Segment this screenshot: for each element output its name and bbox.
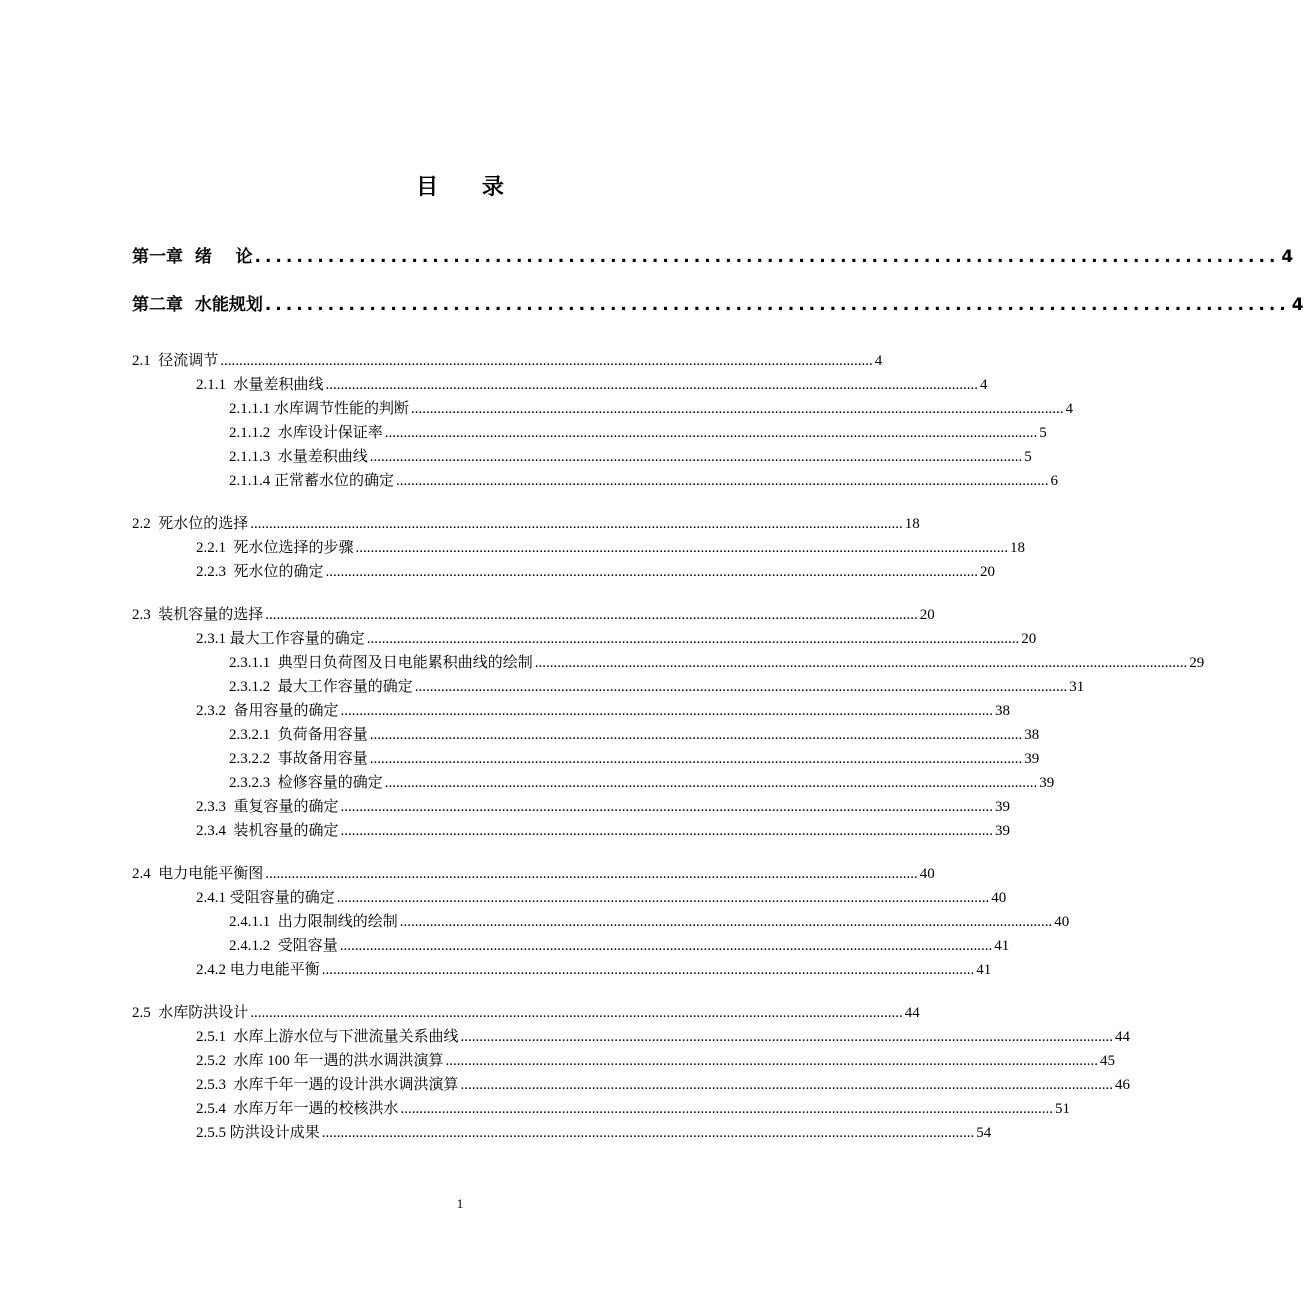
- toc-entry[interactable]: [196, 629, 1037, 649]
- toc-entry-page: 41: [994, 938, 1010, 954]
- toc-leader-dots: ..............................................................................................................................................................................: [265, 607, 918, 623]
- toc-entry-page: 39: [1024, 751, 1040, 767]
- toc-entry[interactable]: [229, 423, 1047, 443]
- toc-entry-page: 40: [919, 866, 935, 882]
- toc-leader-dots: ..............................................................................................................................................................................: [250, 516, 903, 532]
- toc-entry-label: 2.3.2 备用容量的确定: [196, 703, 339, 719]
- toc-leader-dots: ..............................................................................................................................................................................: [460, 1077, 1114, 1093]
- toc-chapter[interactable]: [132, 245, 1294, 269]
- toc-entry-label: 2.3 装机容量的选择: [132, 607, 264, 623]
- toc-leader-dots: ..............................................................................................................................................................................: [460, 1029, 1114, 1045]
- toc-entry-page: 51: [1055, 1101, 1071, 1117]
- toc-entry-label: 2.3.1.2 最大工作容量的确定: [229, 679, 413, 695]
- toc-entry-label: 2.4.1.2 受阻容量: [229, 938, 338, 954]
- toc-leader-dots: ..............................................................................................................................................................................: [340, 703, 994, 719]
- toc-leader-dots: ..............................................................................................................................................................................: [399, 914, 1053, 930]
- toc-entry-page: 39: [995, 823, 1011, 839]
- toc-leader-dots: ..............................................................................................................................................................................: [321, 962, 975, 978]
- toc-entry[interactable]: [196, 1051, 1116, 1071]
- toc-leader-dots: ..............................................................................................................................................................................: [366, 631, 1020, 647]
- toc-leader-dots: ..............................................................................................................................................................................: [396, 473, 1049, 489]
- toc-entry-page: 18: [904, 516, 920, 532]
- toc-entry-page: 54: [976, 1125, 992, 1141]
- toc-entry[interactable]: [196, 1027, 1131, 1047]
- toc-entry[interactable]: [196, 1075, 1131, 1095]
- toc-entry-page: 31: [1069, 679, 1085, 695]
- toc-leader-dots: ..............................................................................................................................................................................: [339, 938, 993, 954]
- toc-leader-dots: ..............................................................................................................................................................................: [321, 1125, 975, 1141]
- toc-chapter-page: 4: [1281, 247, 1294, 267]
- toc-entry-page: 29: [1189, 655, 1205, 671]
- toc-entry[interactable]: [229, 749, 1040, 769]
- toc-leader-dots: ..............................................................................................................................................................................: [220, 353, 873, 369]
- toc-entry-label: 2.5.5 防洪设计成果: [196, 1125, 320, 1141]
- toc-entry-page: 41: [976, 962, 992, 978]
- toc-entry[interactable]: [229, 725, 1040, 745]
- toc-entry-page: 46: [1115, 1077, 1131, 1093]
- toc-entry-page: 44: [1115, 1029, 1131, 1045]
- toc-entry-page: 18: [1010, 540, 1026, 556]
- toc-entry-label: 2.5 水库防洪设计: [132, 1005, 249, 1021]
- toc-entry-page: 45: [1100, 1053, 1116, 1069]
- toc-entry-page: 4: [874, 353, 883, 369]
- toc-entry[interactable]: [196, 821, 1011, 841]
- toc-entry-label: 2.1 径流调节: [132, 353, 219, 369]
- toc-entry[interactable]: [132, 864, 935, 884]
- toc-leader-dots: ..................................................................................................: [264, 295, 1290, 315]
- toc-entry[interactable]: [229, 912, 1070, 932]
- toc-entry[interactable]: [196, 1123, 992, 1143]
- toc-leader-dots: ..............................................................................................................................................................................: [355, 540, 1009, 556]
- toc-leader-dots: ..............................................................................................................................................................................: [340, 823, 994, 839]
- toc-entry-label: 2.3.2.1 负荷备用容量: [229, 727, 368, 743]
- toc-leader-dots: ..............................................................................................................................................................................: [325, 564, 979, 580]
- toc-entry-page: 39: [1039, 775, 1055, 791]
- toc-entry[interactable]: [229, 773, 1055, 793]
- toc-entry[interactable]: [196, 797, 1011, 817]
- toc-entry-label: 2.4.2 电力电能平衡: [196, 962, 320, 978]
- toc-chapter-label: 第一章 绪 论: [132, 247, 253, 267]
- toc-entry[interactable]: [229, 677, 1085, 697]
- toc-entry-page: 38: [995, 703, 1011, 719]
- toc-leader-dots: ..............................................................................................................................................................................: [369, 449, 1023, 465]
- toc-entry[interactable]: [196, 375, 988, 395]
- toc-entry-label: 2.1.1.1 水库调节性能的判断: [229, 401, 410, 417]
- page-number: 1: [456, 1196, 464, 1211]
- toc-entry-label: 2.2.3 死水位的确定: [196, 564, 324, 580]
- toc-entry-label: 2.3.4 装机容量的确定: [196, 823, 339, 839]
- toc-entry-page: 5: [1024, 449, 1032, 465]
- toc-entry[interactable]: [229, 471, 1059, 491]
- toc-entry[interactable]: [229, 653, 1205, 673]
- toc-leader-dots: ..................................................................................................: [254, 247, 1280, 267]
- toc-entry-label: 2.4 电力电能平衡图: [132, 866, 264, 882]
- toc-entry-label: 2.1.1.2 水库设计保证率: [229, 425, 383, 441]
- toc-title: 目 录: [416, 175, 522, 200]
- toc-leader-dots: ..............................................................................................................................................................................: [414, 679, 1068, 695]
- toc-entry-label: 2.5.2 水库 100 年一遇的洪水调洪演算: [196, 1053, 444, 1069]
- toc-chapter[interactable]: [132, 293, 1304, 317]
- toc-entry-page: 4: [1065, 401, 1074, 417]
- toc-leader-dots: ..............................................................................................................................................................................: [400, 1101, 1054, 1117]
- toc-leader-dots: ..............................................................................................................................................................................: [336, 890, 990, 906]
- toc-entry-page: 40: [991, 890, 1007, 906]
- toc-leader-dots: ..............................................................................................................................................................................: [384, 425, 1038, 441]
- toc-leader-dots: ..............................................................................................................................................................................: [384, 775, 1038, 791]
- toc-entry-page: 20: [919, 607, 935, 623]
- toc-entry-page: 4: [980, 377, 988, 393]
- toc-entry-label: 2.2.1 死水位选择的步骤: [196, 540, 354, 556]
- toc-chapter-label: 第二章 水能规划: [132, 295, 263, 315]
- toc-leader-dots: ..............................................................................................................................................................................: [445, 1053, 1099, 1069]
- toc-entry[interactable]: [132, 1003, 920, 1023]
- toc-leader-dots: ..............................................................................................................................................................................: [250, 1005, 903, 1021]
- toc-entry-page: 44: [904, 1005, 920, 1021]
- toc-entry[interactable]: [229, 447, 1032, 467]
- toc-entry[interactable]: [196, 1099, 1071, 1119]
- toc-entry[interactable]: [196, 888, 1007, 908]
- toc-entry-label: 2.5.4 水库万年一遇的校核洪水: [196, 1101, 399, 1117]
- toc-entry-page: 6: [1050, 473, 1059, 489]
- toc-chapter-page: 4: [1291, 295, 1304, 315]
- toc-leader-dots: ..............................................................................................................................................................................: [340, 799, 994, 815]
- toc-entry-label: 2.1.1.4 正常蓄水位的确定: [229, 473, 395, 489]
- toc-entry-label: 2.2 死水位的选择: [132, 516, 249, 532]
- toc-entry[interactable]: [132, 514, 920, 534]
- toc-entry-page: 40: [1054, 914, 1070, 930]
- toc-leader-dots: ..............................................................................................................................................................................: [534, 655, 1188, 671]
- toc-entry-label: 2.3.1.1 典型日负荷图及日电能累积曲线的绘制: [229, 655, 533, 671]
- toc-entry[interactable]: [132, 351, 883, 371]
- toc-leader-dots: ..............................................................................................................................................................................: [411, 401, 1064, 417]
- toc-entry-label: 2.4.1 受阻容量的确定: [196, 890, 335, 906]
- toc-entry[interactable]: [196, 960, 992, 980]
- toc-entry[interactable]: [196, 701, 1011, 721]
- toc-entry-page: 20: [980, 564, 996, 580]
- toc-entry-label: 2.5.3 水库千年一遇的设计洪水调洪演算: [196, 1077, 459, 1093]
- toc-entry[interactable]: [196, 538, 1026, 558]
- toc-entry-label: 2.5.1 水库上游水位与下泄流量关系曲线: [196, 1029, 459, 1045]
- toc-entry-label: 2.1.1 水量差积曲线: [196, 377, 324, 393]
- toc-entry[interactable]: [229, 936, 1010, 956]
- toc-entry-page: 39: [995, 799, 1011, 815]
- toc-entry-label: 2.3.1 最大工作容量的确定: [196, 631, 365, 647]
- toc-leader-dots: ..............................................................................................................................................................................: [325, 377, 979, 393]
- toc-entry-page: 5: [1039, 425, 1047, 441]
- toc-entry-page: 38: [1024, 727, 1040, 743]
- toc-entry[interactable]: [132, 605, 935, 625]
- toc-entry-label: 2.3.2.3 检修容量的确定: [229, 775, 383, 791]
- toc-entry[interactable]: [229, 399, 1074, 419]
- toc-leader-dots: ..............................................................................................................................................................................: [369, 751, 1023, 767]
- toc-entry-label: 2.4.1.1 出力限制线的绘制: [229, 914, 398, 930]
- toc-leader-dots: ..............................................................................................................................................................................: [265, 866, 918, 882]
- toc-entry-label: 2.1.1.3 水量差积曲线: [229, 449, 368, 465]
- toc-leader-dots: ..............................................................................................................................................................................: [369, 727, 1023, 743]
- toc-entry-label: 2.3.2.2 事故备用容量: [229, 751, 368, 767]
- toc-entry-page: 20: [1021, 631, 1037, 647]
- toc-entry-label: 2.3.3 重复容量的确定: [196, 799, 339, 815]
- toc-entry[interactable]: [196, 562, 996, 582]
